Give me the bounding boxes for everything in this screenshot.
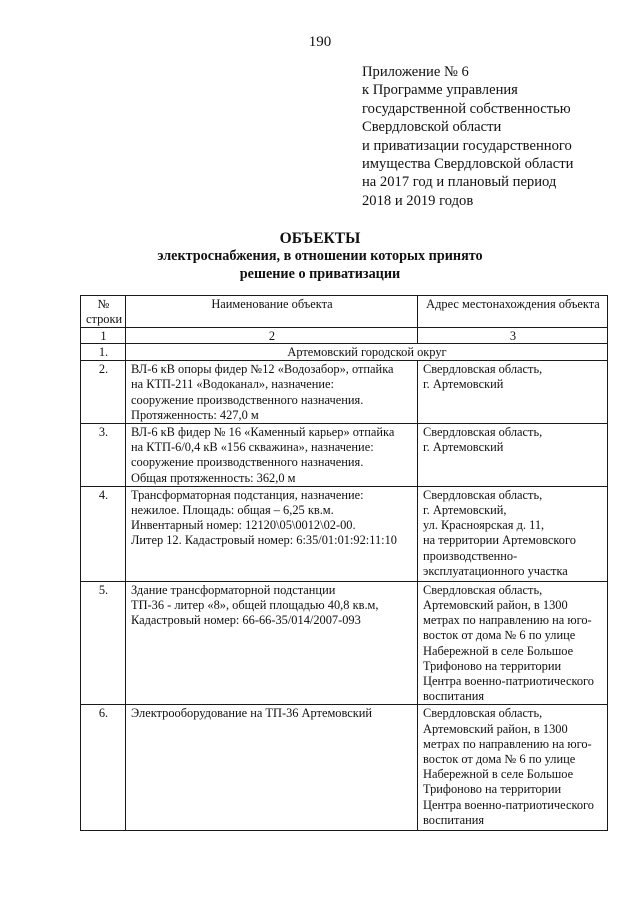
column-index: 3 <box>418 328 608 344</box>
object-address-line: ул. Красноярская д. 11, <box>423 518 545 533</box>
appendix-line: Приложение № 6 <box>362 64 469 80</box>
object-address-line: г. Артемовский, <box>423 503 507 518</box>
object-address <box>418 424 608 487</box>
object-address-line: воспитания <box>423 689 485 704</box>
column-index-row <box>81 328 608 344</box>
object-name <box>126 581 418 705</box>
objects-table <box>80 295 608 831</box>
object-name-line: Кадастровый номер: 66-66-35/014/2007-093 <box>131 613 361 628</box>
object-address-line: Трифоново на территории <box>423 782 562 797</box>
object-address-line: Свердловская область, <box>423 425 543 440</box>
table-row <box>81 581 608 705</box>
object-name <box>126 424 418 487</box>
object-address-line: производственно- <box>423 548 518 563</box>
object-name-line: ВЛ-6 кВ опоры фидер №12 «Водозабор», отпайка <box>131 362 394 377</box>
object-address-line: Свердловская область, <box>423 706 543 721</box>
appendix-line: к Программе управления <box>362 82 518 99</box>
object-address-line: на территории Артемовского <box>423 533 576 548</box>
object-address <box>418 486 608 581</box>
object-address <box>418 705 608 831</box>
object-address-line: Трифоново на территории <box>423 658 562 673</box>
title-subtitle-line: решение о приватизации <box>239 265 401 282</box>
appendix-line: и приватизации государственного <box>362 137 572 154</box>
header-row-number <box>81 296 126 328</box>
district-label: Артемовский городской округ <box>126 344 608 361</box>
object-address-line: восток от дома № 6 по улице <box>423 752 576 767</box>
object-name-line: сооружение производственного назначения. <box>131 392 364 407</box>
title-main: ОБЪЕКТЫ <box>279 230 361 247</box>
object-name-line: на КТП-6/0,4 кВ «156 скважина», назначение: <box>131 440 374 455</box>
header-object-address: Адрес местонахождения объекта <box>418 296 608 328</box>
object-address-line: Центра военно-патриотического <box>423 797 595 812</box>
table-row <box>81 705 608 831</box>
row-number: 6. <box>81 705 126 831</box>
object-address-line: Свердловская область, <box>423 582 543 597</box>
object-address-line: воспитания <box>423 812 485 827</box>
column-index: 1 <box>81 328 126 344</box>
table-row <box>81 361 608 424</box>
object-name-line: Протяженность: 427,0 м <box>131 407 259 422</box>
object-address <box>418 581 608 705</box>
appendix-line: имущества Свердловской области <box>362 156 574 173</box>
document-title <box>0 229 640 283</box>
header-object-name: Наименование объекта <box>126 296 418 328</box>
table-row <box>81 424 608 487</box>
object-name-line: сооружение производственного назначения. <box>131 455 364 470</box>
row-number: 4. <box>81 486 126 581</box>
object-name <box>126 705 418 831</box>
object-name-line: Общая протяженность: 362,0 м <box>131 470 296 485</box>
object-name-line: ТП-36 - литер «8», общей площадью 40,8 кв.м, <box>131 598 379 613</box>
object-name-line: Литер 12. Кадастровый номер: 6:35/01:01:92:11:10 <box>131 533 397 548</box>
object-address-line: Свердловская область, <box>423 487 543 502</box>
object-name-line: на КТП-211 «Водоканал», назначение: <box>131 377 334 392</box>
row-number: 3. <box>81 424 126 487</box>
object-name-line: Здание трансформаторной подстанции <box>131 582 336 597</box>
row-number: 5. <box>81 581 126 705</box>
object-address <box>418 361 608 424</box>
appendix-reference <box>362 63 632 210</box>
appendix-line: государственной собственностью <box>362 100 571 117</box>
object-address-line: Набережной в селе Большое <box>423 643 574 658</box>
appendix-line: 2018 и 2019 годов <box>362 192 474 209</box>
header-num-label: строки <box>86 312 123 326</box>
row-number: 2. <box>81 361 126 424</box>
appendix-line: Свердловской области <box>362 119 502 136</box>
object-address-line: Артемовский район, в 1300 <box>423 721 568 736</box>
object-address-line: Центра военно-патриотического <box>423 674 595 689</box>
page-number: 190 <box>308 34 332 50</box>
appendix-line: на 2017 год и плановый период <box>362 174 557 191</box>
object-address-line: г. Артемовский <box>423 377 504 392</box>
header-num-symbol: № <box>97 297 110 311</box>
column-index: 2 <box>126 328 418 344</box>
object-address-line: метрах по направлению на юго- <box>423 613 592 628</box>
district-row <box>81 344 608 361</box>
object-name-line: Трансформаторная подстанция, назначение: <box>131 487 364 502</box>
table-row <box>81 486 608 581</box>
object-address-line: Набережной в селе Большое <box>423 767 574 782</box>
object-name-line: Электрооборудование на ТП-36 Артемовский <box>131 706 373 721</box>
object-name <box>126 361 418 424</box>
object-address-line: метрах по направлению на юго- <box>423 736 592 751</box>
object-name <box>126 486 418 581</box>
object-name-line: Инвентарный номер: 12120\05\0012\02-00. <box>131 518 356 533</box>
object-address-line: Артемовский район, в 1300 <box>423 598 568 613</box>
title-subtitle-line: электроснабжения, в отношении которых принято <box>157 248 483 264</box>
object-address-line: эксплуатационного участка <box>423 563 568 578</box>
row-number: 1. <box>81 344 126 361</box>
object-address-line: г. Артемовский <box>423 440 504 455</box>
table-header-row <box>81 296 608 328</box>
object-address-line: восток от дома № 6 по улице <box>423 628 576 643</box>
object-address-line: Свердловская область, <box>423 362 543 377</box>
object-name-line: ВЛ-6 кВ фидер № 16 «Каменный карьер» отпайка <box>131 425 395 440</box>
object-name-line: нежилое. Площадь: общая – 6,25 кв.м. <box>131 503 334 518</box>
